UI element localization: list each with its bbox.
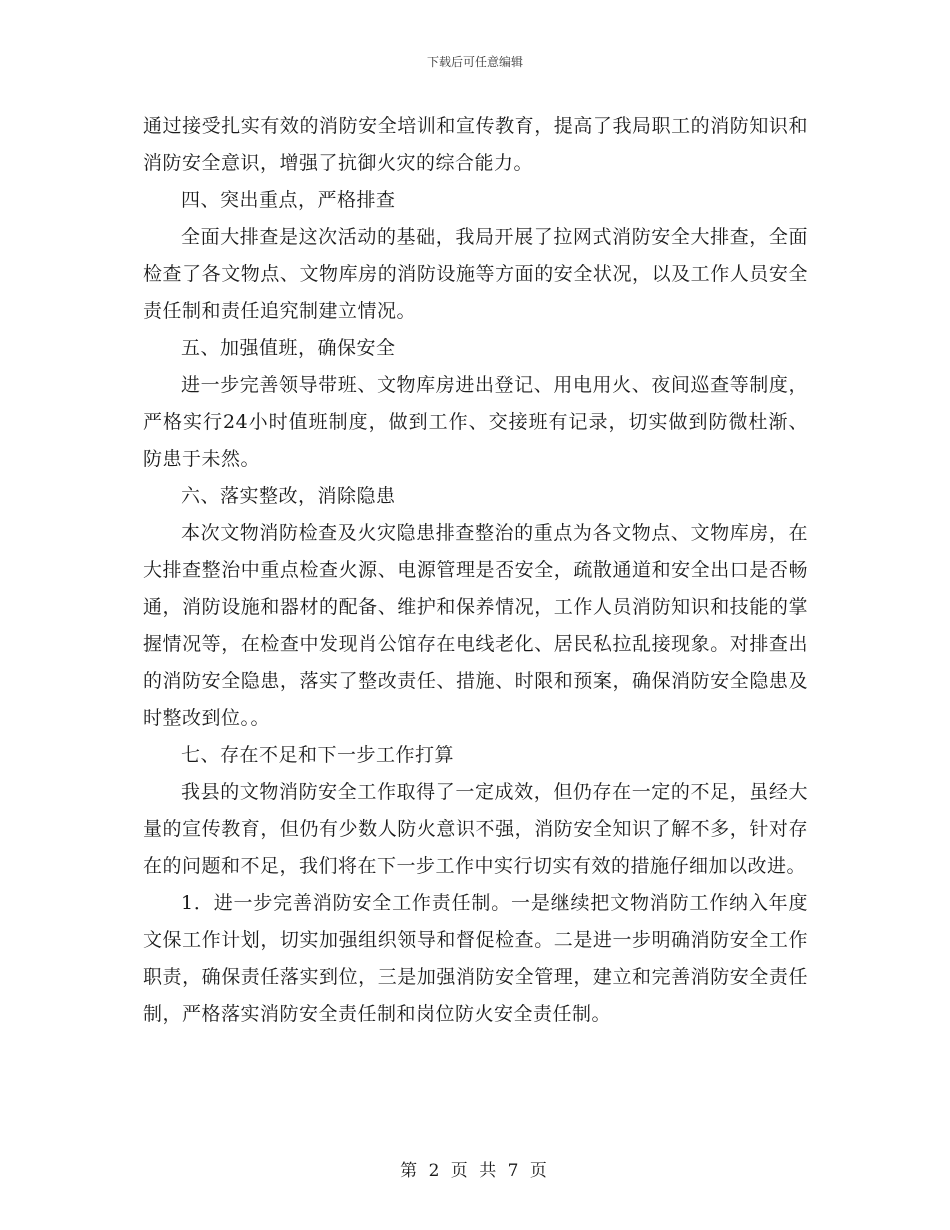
paragraph: 本次文物消防检查及火灾隐患排查整治的重点为各文物点、文物库房，在大排查整治中重点检查火源、电源管理是否安全，疏散通道和安全出口是否畅通，消防设施和器材的配备、维护和保养情况，工作人员消防知识和技能的掌握情况等，在检查中发现肖公馆存在电线老化、居民私拉乱接现象。对排查出的消防安全隐患，落实了整改责任、措施、时限和预案，确保消防安全隐患及时整改到位。。	[143, 522, 808, 729]
section-heading-6: 六、落实整改，消除隐患	[181, 485, 396, 507]
section-heading-5: 五、加强值班，确保安全	[181, 337, 396, 359]
numbered-paragraph-1: 1．进一步完善消防安全工作责任制。一是继续把文物消防工作纳入年度文保工作计划，切实加强组织领导和督促检查。二是进一步明确消防安全工作职责，确保责任落实到位，三是加强消防安全管理，建立和完善消防安全责任制，严格落实消防安全责任制和岗位防火安全责任制。	[143, 892, 808, 1025]
document-body	[143, 108, 808, 1033]
page-header: 下载后可任意编辑	[426, 55, 523, 69]
section-heading-4: 四、突出重点，严格排查	[181, 189, 396, 211]
page-number-footer: 第 2 页 共 7 页	[400, 1161, 550, 1181]
paragraph: 我县的文物消防安全工作取得了一定成效，但仍存在一定的不足，虽经大量的宣传教育，但仍有少数人防火意识不强，消防安全知识了解不多，针对存在的问题和不足，我们将在下一步工作中实行切实有效的措施仔细加以改进。	[143, 781, 808, 877]
section-heading-7: 七、存在不足和下一步工作打算	[181, 744, 455, 766]
paragraph-continuation: 通过接受扎实有效的消防安全培训和宣传教育，提高了我局职工的消防知识和消防安全意识，增强了抗御火灾的综合能力。	[143, 115, 808, 174]
paragraph: 全面大排查是这次活动的基础，我局开展了拉网式消防安全大排查，全面检查了各文物点、文物库房的消防设施等方面的安全状况，以及工作人员安全责任制和责任追究制建立情况。	[143, 226, 808, 322]
paragraph: 进一步完善领导带班、文物库房进出登记、用电用火、夜间巡查等制度，严格实行24小时值班制度，做到工作、交接班有记录，切实做到防微杜渐、防患于未然。	[143, 374, 808, 470]
